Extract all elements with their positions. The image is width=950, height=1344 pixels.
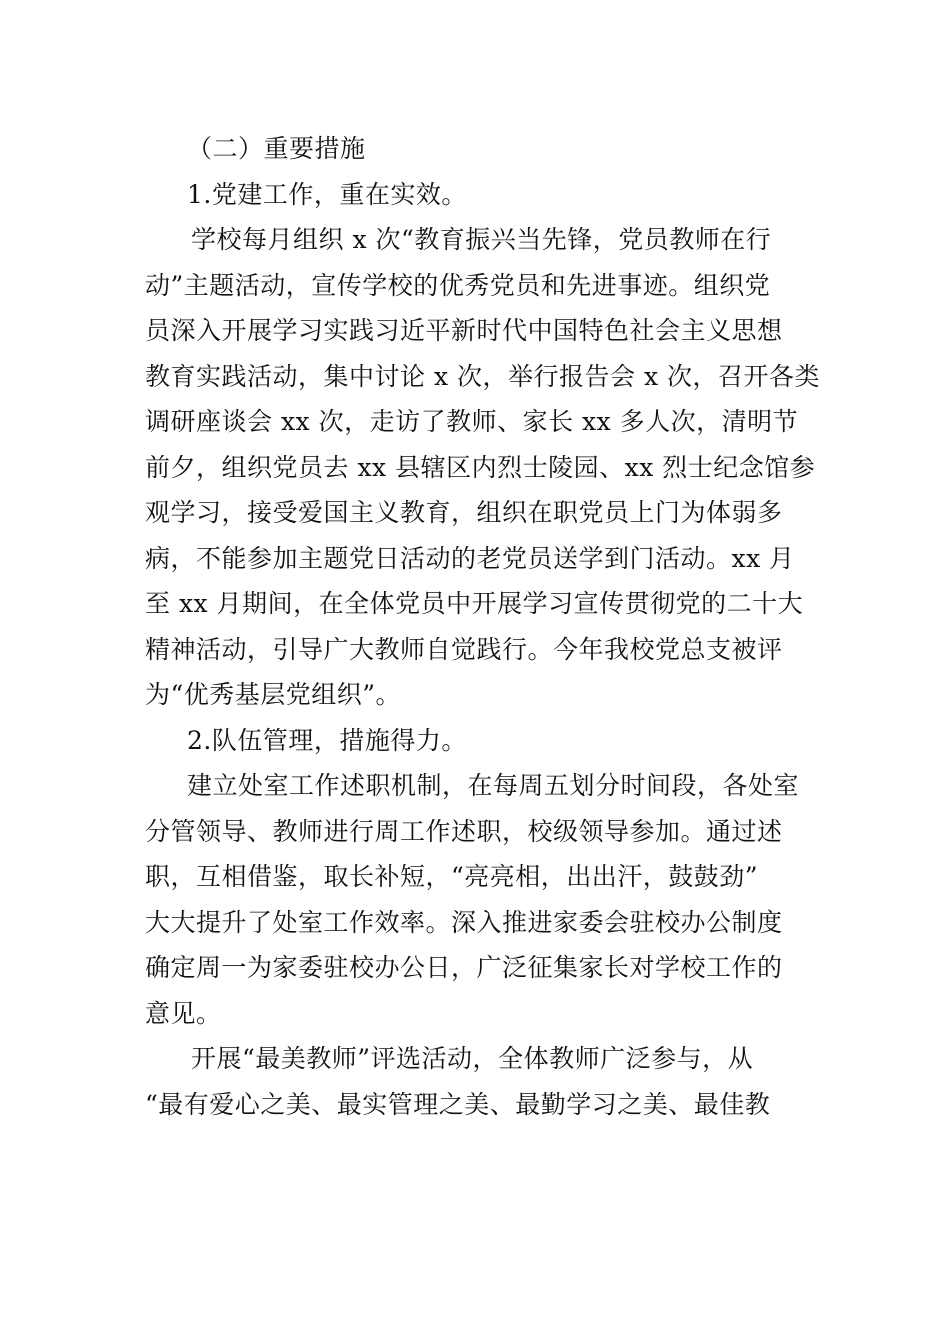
paragraph-line: 调研座谈会 xx 次，走访了教师、家长 xx 多人次，清明节 <box>145 407 799 436</box>
paragraph-line: 确定周一为家委驻校办公日，广泛征集家长对学校工作的 <box>145 953 783 982</box>
document-body <box>145 126 820 1127</box>
paragraph-line: 动”主题活动，宣传学校的优秀党员和先进事迹。组织党 <box>145 270 771 300</box>
subheading-team-management: 2.队伍管理，措施得力。 <box>187 725 467 755</box>
paragraph-line: 职，互相借鉴，取长补短，“亮亮相，出出汗，鼓鼓劲” <box>145 862 759 891</box>
paragraph-line: 前夕，组织党员去 xx 县辖区内烈士陵园、xx 烈士纪念馆参 <box>145 452 816 482</box>
paragraph-line: 员深入开展学习实践习近平新时代中国特色社会主义思想 <box>145 316 783 345</box>
paragraph-line: 精神活动，引导广大教师自觉践行。今年我校党总支被评 <box>145 634 783 664</box>
section-heading: （二）重要措施 <box>187 134 366 163</box>
paragraph-line: 观学习，接受爱国主义教育，组织在职党员上门为体弱多 <box>145 498 783 527</box>
subheading-party-building: 1.党建工作，重在实效。 <box>187 179 467 209</box>
paragraph-line: 分管领导、教师进行周工作述职，校级领导参加。通过述 <box>145 816 783 846</box>
paragraph-line: 意见。 <box>145 998 222 1028</box>
paragraph-line: “最有爱心之美、最实管理之美、最勤学习之美、最佳教 <box>145 1089 771 1119</box>
paragraph-line: 为“优秀基层党组织”。 <box>145 680 402 709</box>
paragraph-line: 大大提升了处室工作效率。深入推进家委会驻校办公制度 <box>145 907 783 937</box>
paragraph-line: 开展“最美教师”评选活动，全体教师广泛参与，从 <box>191 1044 754 1073</box>
paragraph-line: 病，不能参加主题党日活动的老党员送学到门活动。xx 月 <box>145 543 795 573</box>
paragraph-line: 学校每月组织 x 次“教育振兴当先锋，党员教师在行 <box>191 225 772 254</box>
paragraph-line: 教育实践活动，集中讨论 x 次，举行报告会 x 次，召开各类 <box>145 361 820 391</box>
paragraph-line: 至 xx 月期间，在全体党员中开展学习宣传贯彻党的二十大 <box>145 589 804 618</box>
paragraph-line: 建立处室工作述职机制，在每周五划分时间段，各处室 <box>187 771 800 800</box>
